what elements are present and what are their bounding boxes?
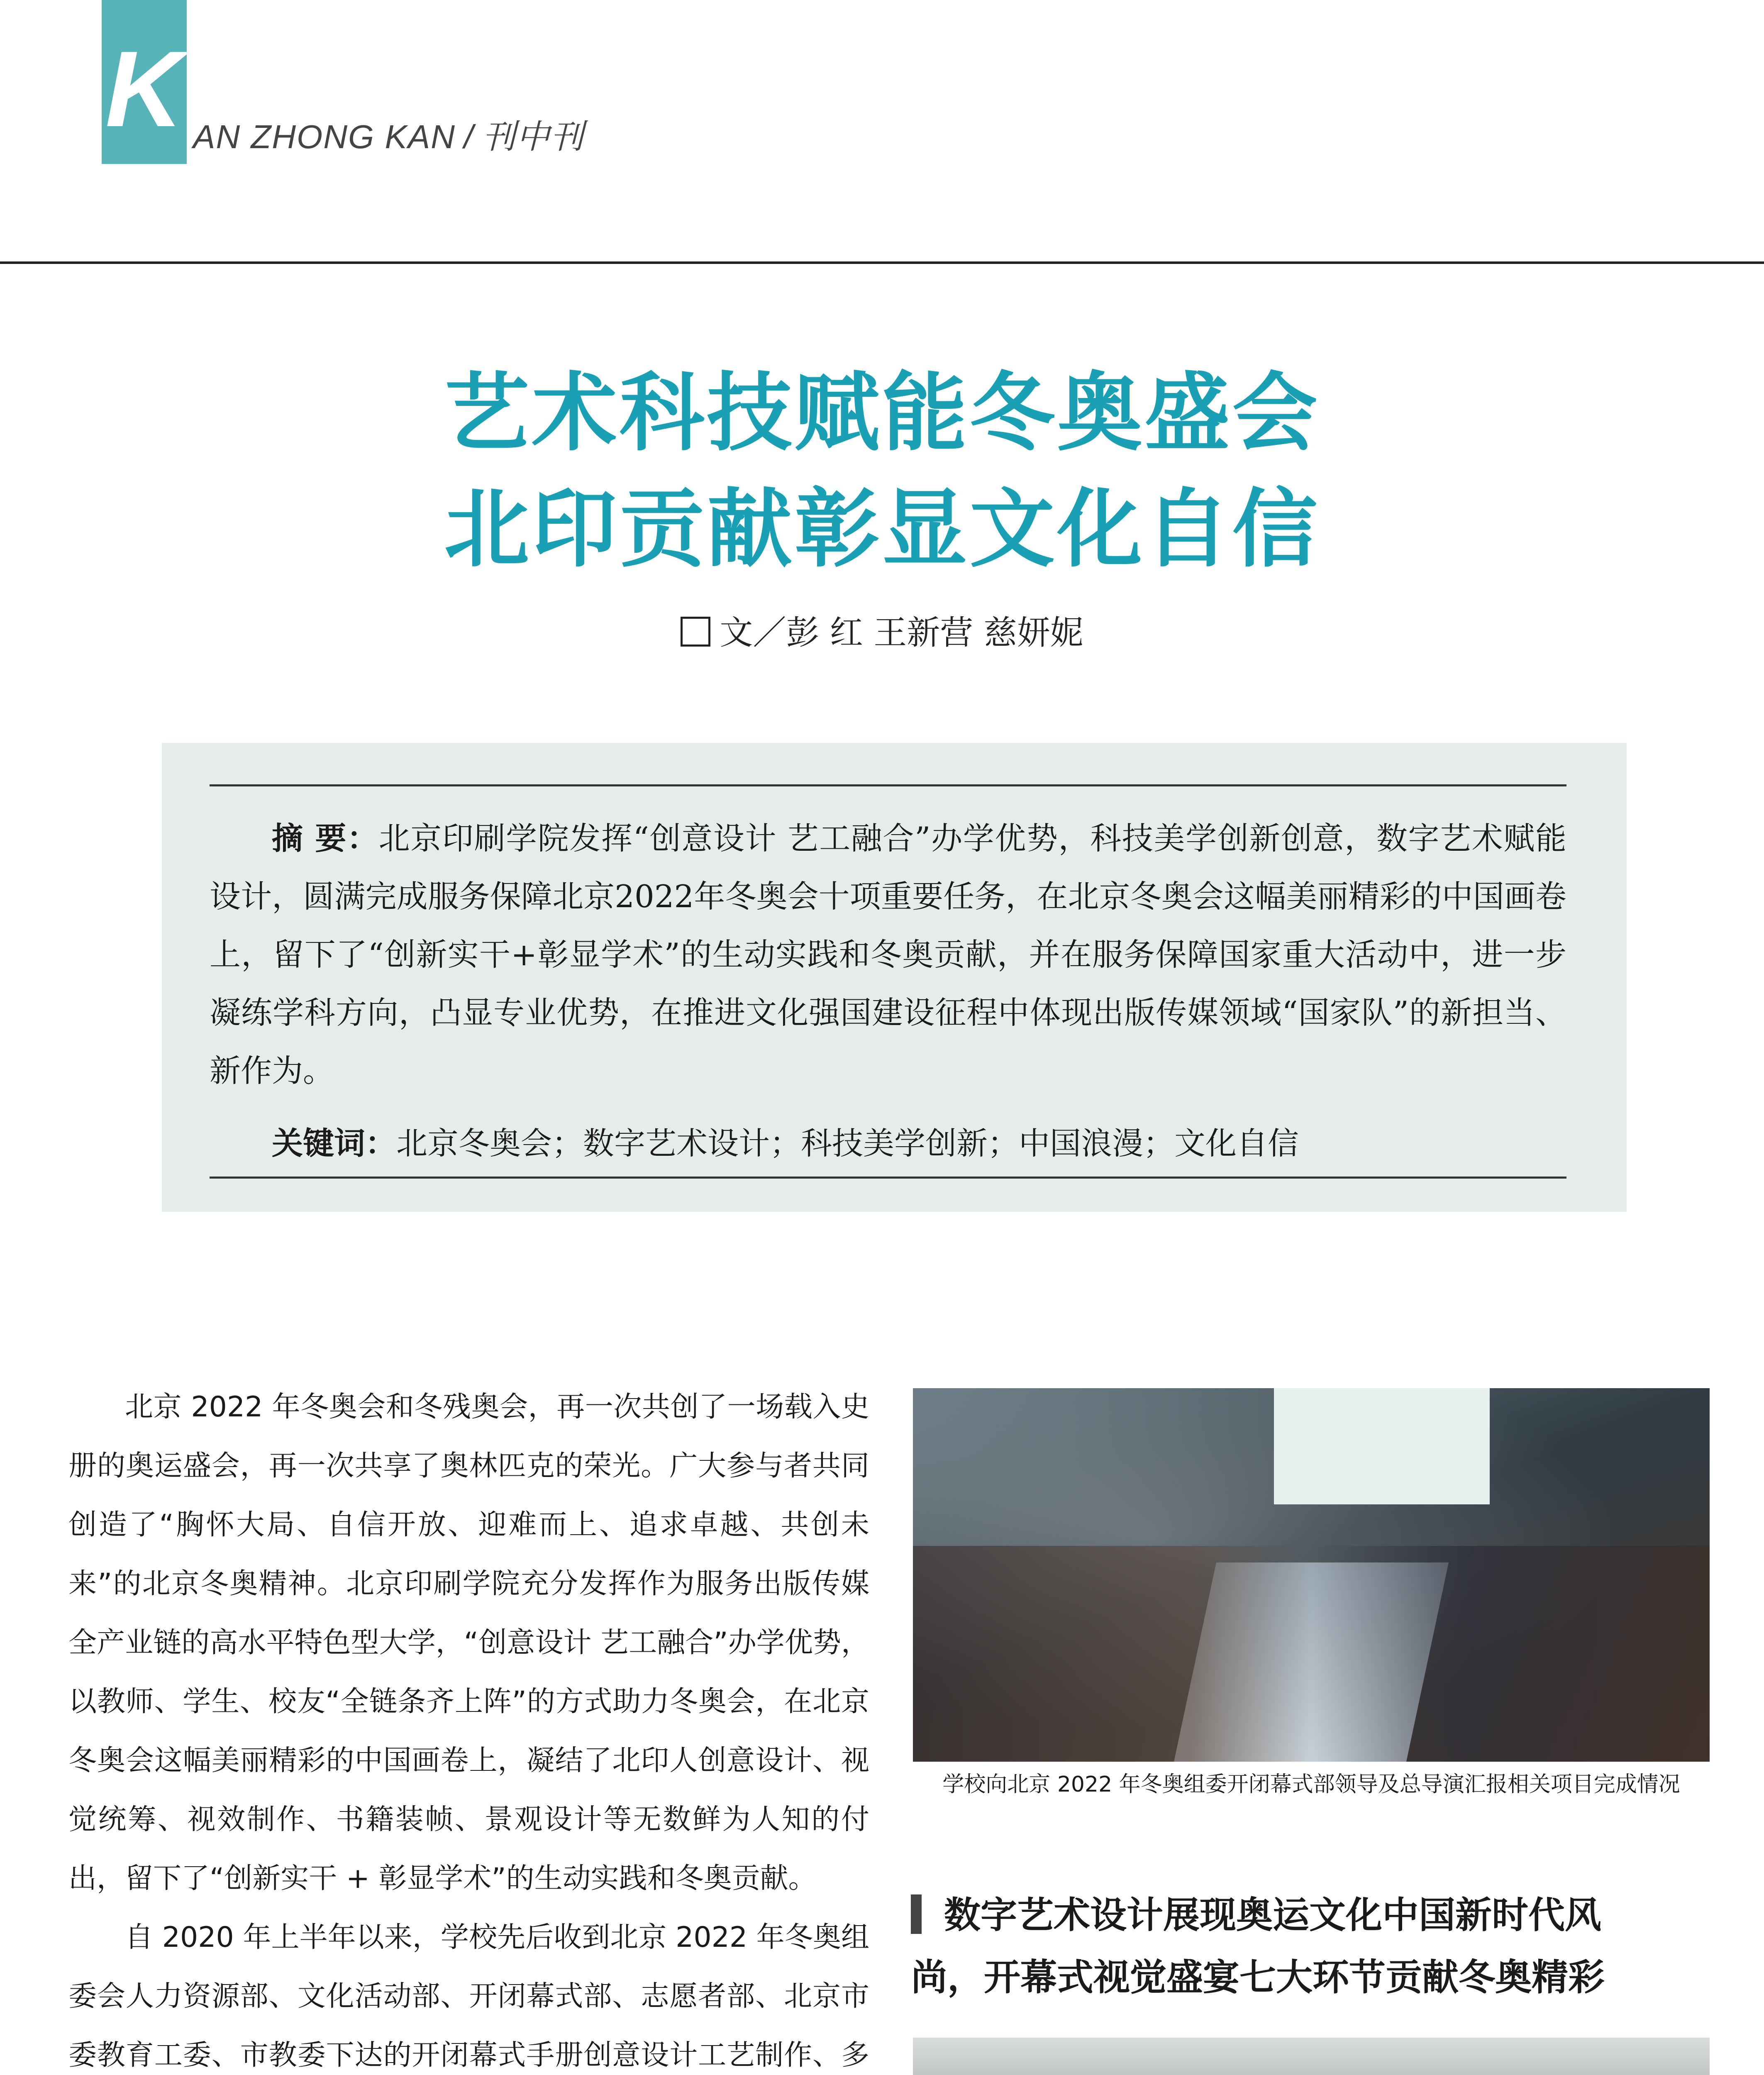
abstract-top-rule: [210, 784, 1566, 786]
projection-screen: [1274, 1388, 1490, 1504]
series-name-en: AN ZHONG KAN: [193, 118, 456, 155]
series-name-cn: 刊中刊: [482, 118, 585, 155]
keywords-list: 北京冬奥会；数字艺术设计；科技美学创新；中国浪漫；文化自信: [396, 1125, 1299, 1162]
section-subhead: [911, 1884, 1720, 2009]
team-photo: [913, 2038, 1710, 2075]
author-line: [0, 606, 1764, 654]
keywords-label: 关键词：: [272, 1125, 397, 1162]
article-title-line2: 北印贡献彰显文化自信: [444, 480, 1320, 579]
abstract-text: 北京印刷学院发挥“创意设计 艺工融合”办学优势，科技美学创新创意，数字艺术赋能设计，圆满完成服务保障北京2022年冬奥会十项重要任务，在北京冬奥会这幅美丽精彩的中国画卷上，留下了“创新实干+彰显学术”的生动实践和冬奥贡献，并在服务保障国家重大活动中，进一步凝练学科方向，凸显专业优势，在推进文化强国建设征程中体现出版传媒领域“国家队”的新担当、新作为。: [210, 820, 1566, 1089]
article-title-line1: 艺术科技赋能冬奥盛会: [444, 364, 1320, 463]
author-box-icon: [681, 617, 710, 647]
subhead-line1: 数字艺术设计展现奥运文化中国新时代风: [944, 1894, 1602, 1936]
header-rule: [0, 261, 1764, 264]
figure-caption-1: 学校向北京 2022 年冬奥组委开闭幕式部领导及总导演汇报相关项目完成情况: [942, 1772, 1680, 1797]
body-paragraph-1: 北京 2022 年冬奥会和冬残奥会，再一次共创了一场载入史册的奥运盛会，再一次共享了奥林匹克的荣光。广大参与者共同创造了“胸怀大局、自信开放、迎难而上、追求卓越、共创未来”的北京冬奥精神。北京印刷学院充分发挥作为服务出版传媒全产业链的高水平特色型大学，“创意设计 艺工融合”办学优势，以教师、学生、校友“全链条齐上阵”的方式助力冬奥会，在北京冬奥会这幅美丽精彩的中国画卷上，凝结了北印人创意设计、视觉统筹、视效制作、书籍装帧、景观设计等无数鲜为人知的付出，留下了“创新实干 + 彰显学术”的生动实践和冬奥贡献。: [68, 1391, 869, 1895]
k-logo: K: [102, 0, 187, 164]
abstract-bottom-rule: [210, 1177, 1566, 1179]
keywords: [272, 1120, 1566, 1166]
author-names: 文／彭 红 王新营 慈妍妮: [720, 613, 1083, 652]
body-paragraph-2: 自 2020 年上半年以来，学校先后收到北京 2022 年冬奥组委会人力资源部、文化活动部、开闭幕式部、志愿者部、北京市委教育工委、市教委下达的开闭幕式手册创意设计工艺制作、多: [68, 1921, 869, 2072]
series-separator: /: [464, 118, 474, 155]
subhead-line2: 尚，开幕式视觉盛宴七大环节贡献冬奥精彩: [911, 1956, 1605, 1999]
body-text: [68, 1378, 869, 2075]
meeting-photo: [913, 1388, 1710, 1762]
series-name: [193, 110, 584, 158]
attendees: [913, 1546, 1710, 1762]
abstract-label: 摘 要：: [272, 820, 379, 857]
abstract: [210, 809, 1566, 1100]
